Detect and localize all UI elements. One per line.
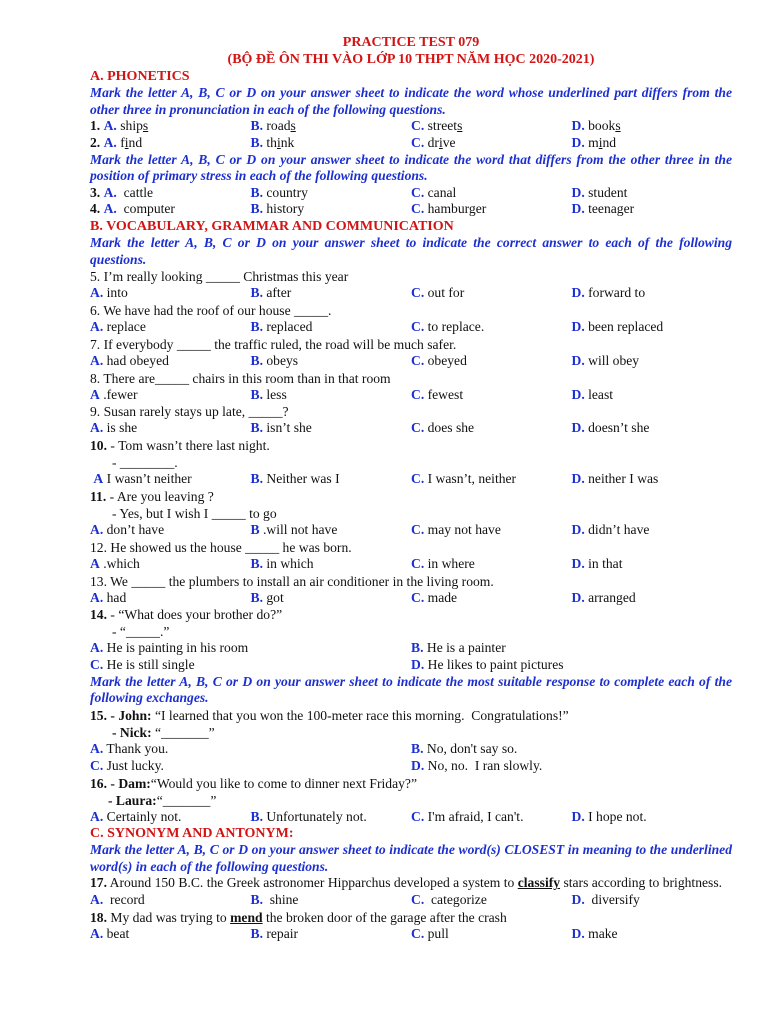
option-a[interactable]: I wasn’t neither xyxy=(106,471,192,487)
question-12-options: A .which B. in which C. in where D. in that xyxy=(90,555,623,571)
question-14-options-ab: A. He is painting in his room B. He is a painter xyxy=(90,640,506,656)
question-1: 1. A. ships B. roads C. streets D. books xyxy=(90,118,621,133)
option-b[interactable]: roads xyxy=(266,118,296,133)
option-b[interactable]: repair xyxy=(266,925,299,941)
option-b[interactable]: He is a painter xyxy=(426,640,506,656)
question-11-options: A. don’t have B .will not have C. may not have D. didn’t have xyxy=(90,521,650,537)
option-c[interactable]: obeyed xyxy=(427,352,467,368)
question-16-options: A. Certainly not. B. Unfortunately not. C. I'm afraid, I can't. D. I hope not. xyxy=(90,808,647,824)
option-a[interactable]: replace xyxy=(106,318,146,334)
option-b[interactable]: No, don't say so. xyxy=(426,740,518,756)
option-c[interactable]: canal xyxy=(427,184,457,200)
instruction: Mark the letter A, B, C or D on your answer sheet to indicate the word(s) CLOSEST in meaning to the underlined word(s) in each of the following questions. xyxy=(90,842,732,874)
option-d[interactable]: books xyxy=(588,118,621,133)
option-b[interactable]: replaced xyxy=(266,318,313,334)
option-d[interactable]: I hope not. xyxy=(588,808,647,824)
option-c[interactable]: may not have xyxy=(427,521,501,537)
option-a[interactable]: don’t have xyxy=(106,521,165,537)
option-a[interactable]: into xyxy=(106,285,128,301)
instruction: Mark the letter A, B, C or D on your answer sheet to indicate the word that differs from the other three in the position of primary stress in each of the following questions. xyxy=(90,151,732,184)
option-d[interactable]: make xyxy=(588,925,618,941)
page-subtitle: (BỘ ĐỀ ÔN THI VÀO LỚP 10 THPT NĂM HỌC 2020-2021) xyxy=(227,52,595,67)
option-d[interactable]: forward to xyxy=(588,285,646,301)
question-6-options: A. replace B. replaced C. to replace. D. been replaced xyxy=(90,318,664,334)
instruction: Mark the letter A, B, C or D on your answer sheet to indicate the word whose underlined part differs from the other three in pronunciation in each of the following questions. xyxy=(90,85,732,117)
question-10-reply: - ________. xyxy=(112,455,178,471)
option-d[interactable]: student xyxy=(588,184,628,200)
question-11-stem: 11. - Are you leaving ? xyxy=(90,488,214,504)
option-b[interactable]: Unfortunately not. xyxy=(266,808,367,824)
option-c[interactable]: pull xyxy=(427,925,449,941)
question-10-stem: 10. - Tom wasn’t there last night. xyxy=(90,438,270,454)
question-17-stem: 17. Around 150 B.C. the Greek astronomer Hipparchus developed a system to classify stars according to brightness. xyxy=(90,875,723,891)
option-d[interactable]: in that xyxy=(588,555,623,571)
option-c[interactable]: in where xyxy=(427,555,475,571)
question-8-stem: 8. There are_____ chairs in this room than in that room xyxy=(90,370,391,386)
option-c[interactable]: to replace. xyxy=(427,318,485,334)
question-15-options-ab: A. Thank you. B. No, don't say so. xyxy=(90,740,518,756)
question-15-options-cd: C. Just lucky. D. No, no. I ran slowly. xyxy=(90,757,543,773)
question-14-options-cd: C. He is still single D. He likes to paint pictures xyxy=(90,657,564,673)
option-d[interactable]: didn’t have xyxy=(588,521,650,537)
question-15-reply: - Nick: “_______” xyxy=(112,724,215,740)
option-b[interactable]: isn’t she xyxy=(266,420,312,436)
option-c[interactable]: I'm afraid, I can't. xyxy=(427,808,524,824)
option-d[interactable]: doesn’t she xyxy=(588,420,650,436)
question-18-options: A. beat B. repair C. pull D. make xyxy=(90,925,618,941)
question-7-options: A. had obeyed B. obeys C. obeyed D. will obey xyxy=(90,352,640,368)
option-b[interactable]: in which xyxy=(266,555,314,571)
option-a[interactable]: is she xyxy=(106,420,138,436)
underlined-word: classify xyxy=(517,875,561,891)
question-9-options: A. is she B. isn’t she C. does she D. doesn’t she xyxy=(90,420,650,436)
option-a[interactable]: ships xyxy=(120,118,149,133)
question-5-options: A. into B. after C. out for D. forward to xyxy=(90,285,646,301)
option-a[interactable]: record xyxy=(110,891,145,907)
question-3: 3. A. cattle B. country C. canal D. student xyxy=(90,184,628,200)
option-d[interactable]: arranged xyxy=(588,589,636,605)
option-a[interactable]: .which xyxy=(103,555,140,571)
option-b[interactable]: after xyxy=(266,285,292,301)
option-b[interactable]: shine xyxy=(269,891,299,907)
question-8-options: A .fewer B. less C. fewest D. least xyxy=(90,386,614,402)
option-b[interactable]: Neither was I xyxy=(266,471,340,487)
question-10-options: A I wasn’t neither B. Neither was I C. I wasn’t, neither D. neither I was xyxy=(93,471,659,487)
option-a[interactable]: beat xyxy=(106,925,130,941)
question-16-stem: 16. - Dam:“Would you like to come to dinner next Friday?” xyxy=(90,775,417,791)
option-a[interactable]: find xyxy=(120,134,143,150)
option-c[interactable]: He is still single xyxy=(106,657,195,673)
question-6-stem: 6. We have had the roof of our house _____. xyxy=(90,302,332,318)
option-b[interactable]: less xyxy=(266,386,287,402)
option-b[interactable]: country xyxy=(266,184,308,200)
question-11-reply: - Yes, but I wish I _____ to go xyxy=(112,505,277,521)
option-d[interactable]: diversify xyxy=(591,891,640,907)
option-c[interactable]: Just lucky. xyxy=(106,757,164,773)
instruction: Mark the letter A, B, C or D on your answer sheet to indicate the most suitable response to complete each of the following exchanges. xyxy=(90,673,732,706)
section-a-heading: A. PHONETICS xyxy=(90,69,190,84)
question-7-stem: 7. If everybody _____ the traffic ruled, the road will be much safer. xyxy=(90,336,457,352)
option-d[interactable]: will obey xyxy=(588,352,640,368)
question-number: 1. xyxy=(90,118,101,133)
question-13-options: A. had B. got C. made D. arranged xyxy=(90,589,636,605)
section-c-heading: C. SYNONYM AND ANTONYM: xyxy=(90,826,294,842)
question-14-reply: - “_____.” xyxy=(112,624,170,640)
option-d[interactable]: teenager xyxy=(588,201,635,217)
option-d[interactable]: He likes to paint pictures xyxy=(427,657,564,673)
option-c[interactable]: hamburger xyxy=(427,201,487,217)
instruction: Mark the letter A, B, C or D on your answer sheet to indicate the correct answer to each of the following questions. xyxy=(90,235,732,267)
option-c[interactable]: out for xyxy=(427,285,465,301)
option-a[interactable]: .fewer xyxy=(103,386,138,402)
option-c[interactable]: made xyxy=(427,589,458,605)
section-b-heading: B. VOCABULARY, GRAMMAR AND COMMUNICATION xyxy=(90,219,454,235)
option-a[interactable]: Thank you. xyxy=(106,740,169,756)
option-b[interactable]: .will not have xyxy=(262,521,338,537)
question-18-stem: 18. My dad was trying to mend the broken door of the garage after the crash xyxy=(90,909,507,925)
option-a[interactable]: had xyxy=(106,589,127,605)
option-a[interactable]: computer xyxy=(123,201,175,217)
page-title: PRACTICE TEST 079 xyxy=(342,35,480,50)
option-a[interactable]: Certainly not. xyxy=(106,808,182,824)
question-12-stem: 12. He showed us the house _____ he was born. xyxy=(90,539,352,555)
question-16-reply: - Laura:“_______” xyxy=(108,792,217,808)
question-2: 2. A. find B. think C. drive D. mind xyxy=(90,134,617,150)
option-c[interactable]: does she xyxy=(427,420,475,436)
question-5-stem: 5. I’m really looking _____ Christmas this year xyxy=(90,269,349,285)
option-b[interactable]: think xyxy=(266,134,295,150)
question-14-stem: 14. - “What does your brother do?” xyxy=(90,607,283,623)
option-a[interactable]: cattle xyxy=(123,184,154,200)
option-a[interactable]: had obeyed xyxy=(106,352,169,368)
option-a[interactable]: He is painting in his room xyxy=(106,640,249,656)
underlined-word: mend xyxy=(230,909,263,925)
option-b[interactable]: got xyxy=(266,589,284,605)
question-4: 4. A. computer B. history C. hamburger D. teenager xyxy=(90,201,635,217)
option-b[interactable]: obeys xyxy=(266,352,299,368)
option-c[interactable]: fewest xyxy=(427,386,464,402)
question-9-stem: 9. Susan rarely stays up late, _____? xyxy=(90,404,289,420)
option-d[interactable]: neither I was xyxy=(588,471,659,487)
option-c[interactable]: categorize xyxy=(431,891,487,907)
option-d[interactable]: No, no. I ran slowly. xyxy=(427,757,543,773)
option-d[interactable]: been replaced xyxy=(588,318,664,334)
question-17-options: A. record B. shine C. categorize D. diversify xyxy=(90,891,640,907)
option-c[interactable]: drive xyxy=(427,134,456,150)
question-13-stem: 13. We _____ the plumbers to install an air conditioner in the living room. xyxy=(90,573,494,589)
question-15-stem: 15. - John: “I learned that you won the 100-meter race this morning. Congratulations!” xyxy=(90,707,569,723)
option-b[interactable]: history xyxy=(266,201,305,217)
option-c[interactable]: streets xyxy=(427,118,463,133)
option-c[interactable]: I wasn’t, neither xyxy=(427,471,517,487)
test-page xyxy=(90,34,732,942)
option-d[interactable]: mind xyxy=(588,134,617,150)
option-d[interactable]: least xyxy=(588,386,614,402)
